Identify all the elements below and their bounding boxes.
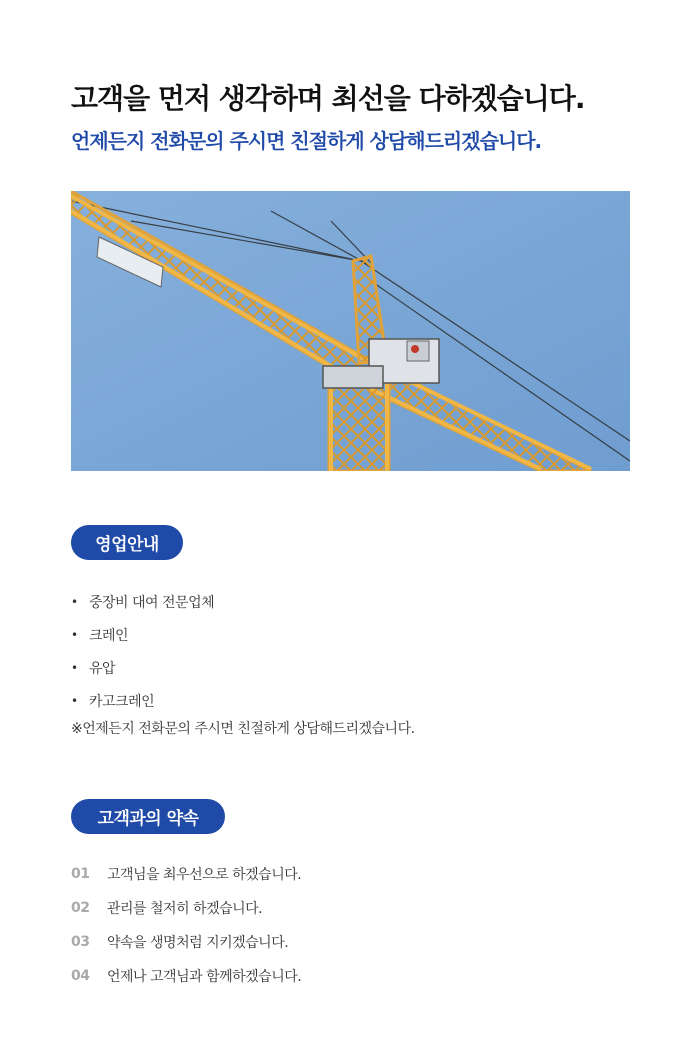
promise-item [71, 857, 301, 891]
promise-number: 02 [71, 900, 90, 916]
promise-item [71, 959, 301, 993]
crane-illustration [71, 191, 630, 471]
section-heading-business: 영업안내 [71, 525, 183, 560]
list-item [71, 618, 214, 651]
business-note: ※언제든지 전화문의 주시면 친절하게 상담해드리겠습니다. [71, 721, 415, 737]
promise-text: 관리를 철저히 하겠습니다. [107, 901, 263, 917]
promise-item [71, 925, 301, 959]
list-item [71, 651, 214, 684]
bullet-icon: • [71, 594, 78, 609]
promise-text: 언제나 고객님과 함께하겠습니다. [107, 969, 302, 985]
business-list [71, 585, 214, 717]
hero-crane-image [71, 191, 630, 471]
promise-list [71, 857, 301, 993]
promise-number: 01 [71, 866, 90, 882]
promise-number: 04 [71, 968, 90, 984]
bullet-icon: • [71, 627, 78, 642]
list-item-label: 크레인 [89, 627, 129, 644]
bullet-icon: • [71, 660, 78, 675]
page-subtitle: 언제든지 전화문의 주시면 친절하게 상담해드리겠습니다. [71, 129, 542, 153]
page-title: 고객을 먼저 생각하며 최선을 다하겠습니다. [71, 82, 585, 115]
section-heading-promise: 고객과의 약속 [71, 799, 225, 834]
list-item-label: 유압 [89, 660, 116, 677]
list-item-label: 카고크레인 [89, 693, 155, 710]
list-item-label: 중장비 대여 전문업체 [89, 594, 215, 611]
promise-item [71, 891, 301, 925]
promise-text: 약속을 생명처럼 지키겠습니다. [107, 935, 289, 951]
promise-number: 03 [71, 934, 90, 950]
promise-text: 고객님을 최우선으로 하겠습니다. [107, 867, 302, 883]
list-item [71, 684, 214, 717]
list-item [71, 585, 214, 618]
bullet-icon: • [71, 693, 78, 708]
